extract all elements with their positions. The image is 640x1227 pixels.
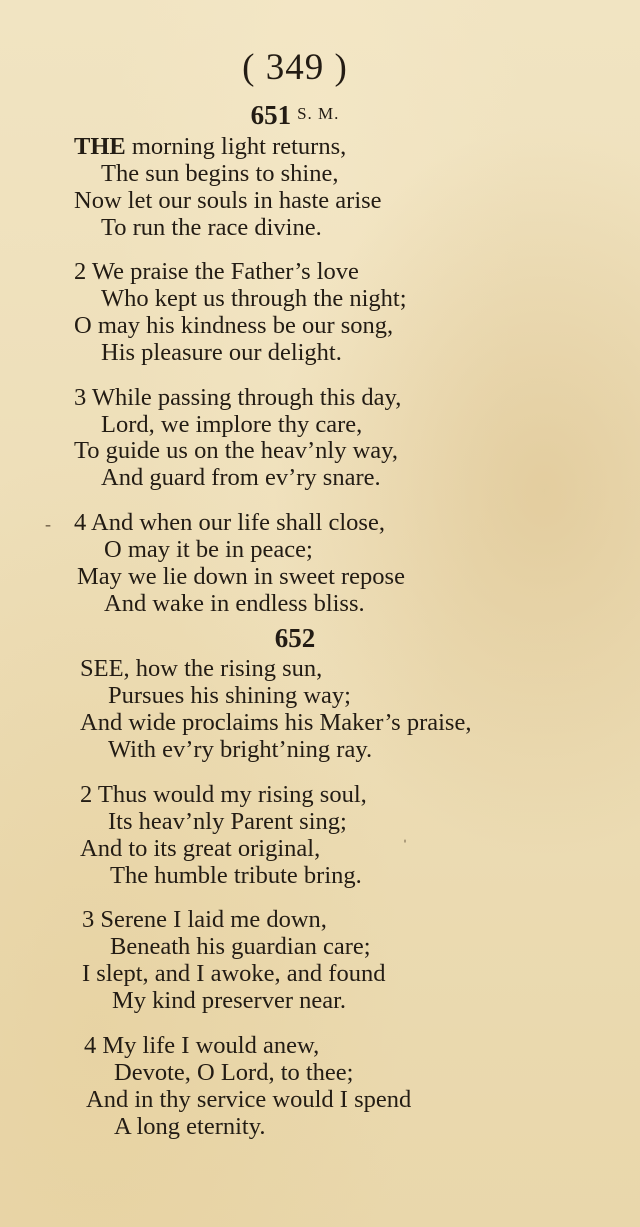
verse-line: O may it be in peace;	[104, 536, 313, 563]
hymn-meter: S. M.	[297, 104, 340, 123]
verse-line-rest: morning light returns,	[125, 133, 347, 160]
hymn-number: 652	[274, 623, 316, 653]
verse-line: To run the race divine.	[101, 214, 322, 241]
verse-line: Beneath his guardian care;	[110, 933, 371, 960]
verse-line: His pleasure our delight.	[101, 339, 342, 366]
verse-line	[74, 133, 346, 160]
hymn-number: 651	[250, 100, 292, 130]
verse-line: Devote, O Lord, to thee;	[114, 1059, 354, 1086]
verse-line: The sun begins to shine,	[101, 160, 339, 187]
verse-line: Lord, we implore thy care,	[101, 411, 363, 438]
verse-line: Pursues his shining way;	[108, 682, 351, 709]
verse-line: 2 Thus would my rising soul,	[80, 781, 367, 808]
hymn-652-header	[0, 623, 590, 654]
verse-line: With ev’ry bright’ning ray.	[108, 736, 373, 763]
verse-line: A long eternity.	[114, 1113, 266, 1140]
verse-line: Who kept us through the night;	[101, 285, 407, 312]
stray-ink-mark: ˈ	[402, 836, 408, 856]
page-number: ( 349 )	[242, 47, 348, 88]
verse-line: 4 My life I would anew,	[84, 1032, 320, 1059]
verse-line: Its heav’nly Parent sing;	[108, 808, 347, 835]
verse-line: 4 And when our life shall close,	[74, 509, 385, 536]
verse-line: To guide us on the heav’nly way,	[74, 437, 398, 464]
verse-line: And wake in endless bliss.	[104, 590, 365, 617]
verse-line: I slept, and I awoke, and found	[82, 960, 386, 987]
verse-line: May we lie down in sweet repose	[77, 563, 405, 590]
verse-first-word: THE	[74, 133, 126, 160]
verse-line: Now let our souls in haste arise	[74, 187, 382, 214]
verse-line: 2 We praise the Father’s love	[74, 258, 359, 285]
hymn-651-header	[0, 100, 590, 131]
verse-line: 3 While passing through this day,	[74, 384, 402, 411]
verse-line: SEE, how the rising sun,	[80, 655, 323, 682]
verse-line: My kind preserver near.	[112, 987, 347, 1014]
verse-line: 3 Serene I laid me down,	[82, 906, 327, 933]
stray-ink-mark: -	[45, 514, 51, 534]
verse-line: And in thy service would I spend	[86, 1086, 412, 1113]
verse-line: And wide proclaims his Maker’s praise,	[80, 709, 472, 736]
verse-line: And to its great original,	[80, 835, 321, 862]
verse-line: The humble tribute bring.	[110, 862, 362, 889]
verse-line: O may his kindness be our song,	[74, 312, 394, 339]
verse-line: And guard from ev’ry snare.	[101, 464, 381, 491]
